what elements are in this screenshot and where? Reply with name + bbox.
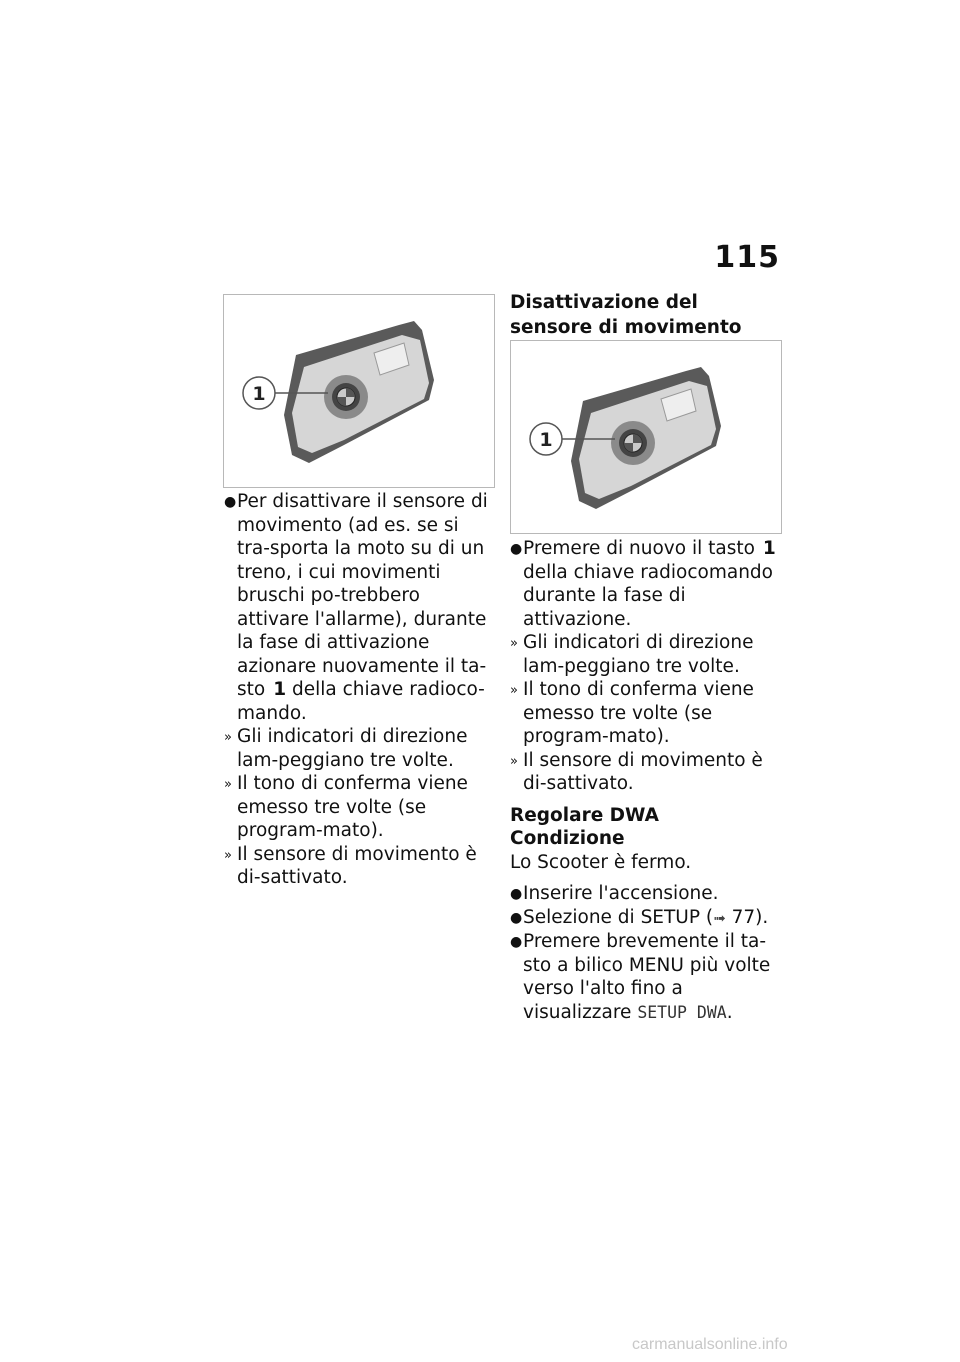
instruction-tail: della chiave radiocomando durante la fase di attivazione. (523, 561, 773, 630)
result-text: Il tono di conferma viene emesso tre volte (se program-mato). (237, 773, 468, 841)
instruction-text: Per disattivare il sensore di movimento (ad es. se si tra-sporta la moto su di un treno, i cui movimenti bruschi po-trebbero attivare l'allarme), durante la fase di attivazione azionare nuovamente il ta-sto (237, 491, 488, 700)
list-item (510, 882, 782, 906)
figure-callout-right: 1 (539, 429, 553, 451)
right-column (510, 537, 782, 1024)
result-marker: » (224, 847, 232, 863)
instruction-tail: della chiave radioco-mando. (237, 679, 485, 724)
key-fob-illustration (224, 295, 494, 487)
bullet-marker: ● (510, 909, 523, 926)
key-fob-figure-right (510, 340, 782, 534)
bullet-marker: ● (510, 541, 523, 557)
step-text: Selezione di SETUP ( (523, 906, 714, 928)
button-reference: 1 (273, 679, 287, 700)
footer-watermark[interactable]: carmanualsonline.info (632, 1336, 788, 1353)
result-text: Il sensore di movimento è di-sattivato. (237, 843, 477, 888)
step-text: Premere brevemente il ta-sto a bilico MENU più volte verso l'alto fino a visualizzare (523, 931, 771, 1023)
section-heading-deactivation: Disattivazione del sensore di movimento (510, 292, 742, 338)
result-marker: » (224, 730, 232, 745)
condition-title: Condizione (510, 828, 625, 849)
figure-callout-left: 1 (252, 383, 266, 405)
left-column (224, 490, 494, 890)
list-item (224, 843, 494, 890)
list-item (510, 631, 782, 678)
result-text: Gli indicatori di direzione lam-peggiano tre volte. (237, 726, 468, 771)
list-item (510, 678, 782, 749)
list-item (510, 930, 782, 1024)
step-text: Inserire l'accensione. (523, 883, 719, 904)
list-item (510, 749, 782, 796)
result-marker: » (510, 753, 518, 769)
button-reference: 1 (762, 538, 776, 559)
display-text: SETUP DWA (637, 1002, 727, 1022)
step-tail: . (726, 1001, 733, 1023)
key-fob-illustration (511, 341, 781, 533)
result-text: Gli indicatori di direzione lam-peggiano tre volte. (523, 632, 754, 677)
result-text: Il sensore di movimento è di-sattivato. (523, 749, 763, 794)
result-marker: » (510, 636, 518, 651)
bullet-marker: ● (224, 494, 237, 510)
list-item (224, 490, 494, 725)
list-item (510, 906, 782, 931)
result-text: Il tono di conferma viene emesso tre volte (se program-mato). (523, 679, 754, 747)
key-fob-figure-left (223, 294, 495, 488)
bullet-marker: ● (510, 886, 523, 902)
page-reference[interactable]: 77 (731, 906, 756, 928)
page-ref-arrow-icon: ➟ (713, 908, 726, 927)
list-item (224, 772, 494, 843)
section-title-dwa: Regolare DWA (510, 804, 659, 826)
result-marker: » (224, 777, 232, 792)
step-tail: ). (755, 906, 769, 928)
result-marker: » (510, 683, 518, 698)
condition-text: Lo Scooter è fermo. (510, 851, 692, 873)
instruction-text: Premere di nuovo il tasto (523, 538, 755, 559)
list-item (510, 537, 782, 631)
bullet-marker: ● (510, 934, 523, 950)
list-item (224, 725, 494, 772)
page-number: 115 (714, 240, 780, 275)
